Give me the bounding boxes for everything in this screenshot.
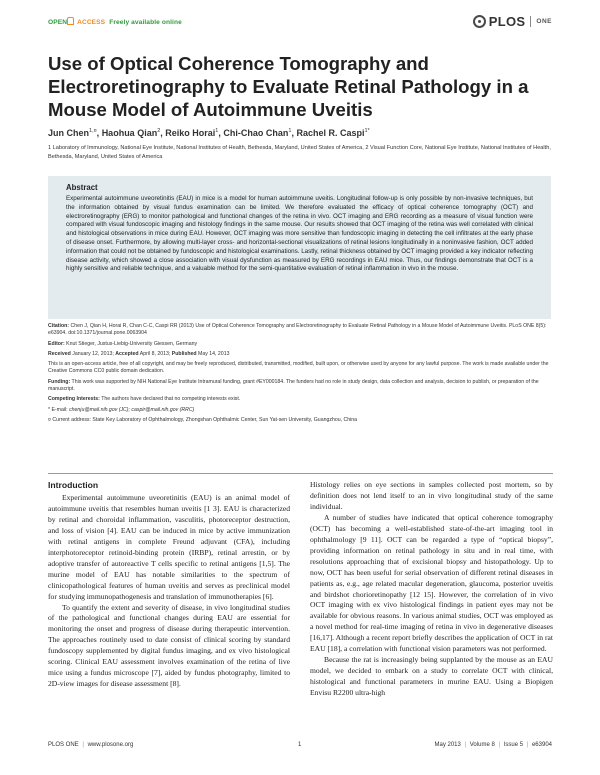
paragraph: Experimental autoimmune uveoretinitis (EAU) is an animal model of autoimmune uveitis that resembles human uveitis [1 3]. EAU is characterized by retinal and choroidal inflammation, vasculitis, photoreceptor destruction, and loss of vision [4]. EAU can be induced in mice by active immunization with retinal antigens in complete Freund adjuvant (CFA), including interphotoreceptor retinoid-binding protein (IRBP), retinal arrestin, or by adoptive transfer of autoreactive T cells specific to retinal antigens [1,5]. The murine model of EAU has notable similarities to the spectrum of clinicopathological features of human uveitis and serves as preclinical model for studying immunopathogenesis and translation of immunotherapies [6]. — [48, 493, 290, 601]
author-name: Chi-Chao Chan — [223, 128, 289, 138]
current-address — [48, 417, 553, 424]
author-list: Jun Chen$^{1,¤}$, Haohua Qian$^2$, Reiko Horai$^1$, Chi-Chao Chan$^1$, Rachel R. Caspi$^{1*}$ — [48, 128, 370, 138]
freely-available-label: Freely available online — [109, 19, 182, 26]
paragraph: Because the rat is increasingly being supplanted by the mouse as an EAU model, we decided to embark on a study to correlate OCT with clinical, histological and functional parameters in murine EAU. Using a Biopigen Envisu R2200 ultra-high — [310, 655, 553, 698]
body-column-right — [310, 480, 553, 699]
author-name: Rachel R. Caspi — [296, 128, 365, 138]
email-label: * E-mail: — [48, 406, 68, 413]
author-affiliation-mark: 1,¤ — [89, 128, 97, 134]
footer-journal-name: PLOS ONE — [48, 742, 79, 748]
citation-text: Chen J, Qian H, Horai R, Chan C-C, Caspi RR (2013) Use of Optical Coherence Tomography and Electroretinography to Evaluate Retinal Pathology in a Mouse Model of Autoimmune Uveitis. PLoS ONE 8(5): e63904. doi:10.1371/journal.pone.0063904 — [48, 323, 547, 337]
article-title: Use of Optical Coherence Tomography and Electroretinography to Evaluate Retinal Pathology in a Mouse Model of Autoimmune Uveitis — [48, 53, 529, 120]
editor — [48, 341, 553, 348]
logo-plos-text: PLOS — [488, 14, 526, 29]
copyright: This is an open-access article, free of all copyright, and may be freely reproduced, distributed, transmitted, modified, built upon, or otherwise used by anyone for any lawful purpose. The work is made available under the Creative Commons CC0 public domain dedication. — [48, 361, 549, 375]
email — [48, 407, 553, 414]
footer-article-id: e63904 — [531, 742, 552, 748]
paragraph: Histology relies on eye sections in samples collected post mortem, so by definition does not lend itself to an in vivo longitudinal study of the same individual. — [310, 480, 553, 511]
journal-header — [48, 14, 552, 34]
abstract-box — [48, 176, 551, 319]
dates — [48, 351, 553, 358]
author-affiliation-mark: 1* — [364, 128, 370, 134]
paragraph: To quantify the extent and severity of disease, in vivo longitudinal studies of the pathological and functional changes during EAU are essential for monitoring the onset and progress of disease during therapeutic intervention. The approaches routinely used to date consist of clinical scoring by standard fundoscopy supplemented by digital fundus imaging, and ex vivo histological scoring. Clinical EAU assessment involves examination of the retina of live mice using a fundus microscope [7], aided by fundus photography, limited to 2D-view images for disease assessment [8]. — [48, 602, 290, 689]
page-number: 1 — [298, 742, 302, 748]
competing-label: Competing Interests: — [48, 396, 100, 403]
address-text: State Key Laboratory of Ophthalmology, Zhongshan Ophthalmic Center, Sun Yat-sen University, Guangzhou, China — [92, 416, 358, 423]
article-metadata — [48, 323, 553, 424]
footer-journal: PLOS ONE | www.plosone.org — [48, 742, 134, 748]
abstract-heading: Abstract — [66, 183, 98, 192]
citation-label: Citation: — [48, 323, 70, 329]
footer-date: May 2013 — [434, 742, 461, 748]
author-affiliation-mark: 2 — [157, 128, 161, 134]
page-footer — [48, 742, 552, 752]
footer-issue: Issue 5 — [503, 742, 524, 748]
competing-text: The authors have declared that no competing interests exist. — [101, 396, 241, 403]
received-date: January 12, 2013; — [72, 350, 114, 357]
competing-interests — [48, 396, 553, 403]
author-affiliation-mark: 1 — [288, 128, 292, 134]
address-label: ¤ Current address: — [48, 416, 91, 423]
open-access-badge — [48, 17, 182, 26]
citation — [48, 323, 553, 338]
affiliations: 1 Laboratory of Immunology, National Eye Institute, National Institutes of Health, Bethesda, Maryland, United States of America, 2 Visual Function Core, National Eye Institute, National Institutes of Health, Bethesda, Maryland, United States of America — [48, 145, 551, 160]
access-label: ACCESS — [77, 19, 106, 26]
author-name: Haohua Qian — [101, 128, 158, 138]
body-column-left — [48, 493, 290, 690]
funding — [48, 379, 553, 394]
editor-label: Editor: — [48, 340, 65, 347]
author-name: Reiko Horai — [165, 128, 216, 138]
footer-url: www.plosone.org — [87, 742, 134, 748]
funding-label: Funding: — [48, 378, 71, 385]
introduction-heading: Introduction — [48, 480, 99, 490]
received-label: Received — [48, 350, 71, 357]
editor-text: Knut Stieger, Justus-Liebig-University Giessen, Germany — [66, 340, 198, 347]
author-name: Jun Chen — [48, 128, 90, 138]
accepted-label: Accepted — [115, 350, 139, 357]
author-affiliation-mark: 1 — [215, 128, 219, 134]
plos-logo-icon — [473, 15, 486, 28]
logo-one-text: ONE — [536, 18, 552, 25]
accepted-date: April 8, 2013; — [139, 350, 171, 357]
lock-icon — [67, 17, 74, 25]
plos-one-logo — [473, 14, 552, 29]
published-label: Published — [171, 350, 197, 357]
email-text: chenju@mail.nih.gov (JC); caspir@mail.nih.gov (RRC) — [69, 406, 195, 413]
funding-text: This work was supported by NIH National Eye Institute Intramural funding, grant #EY000184. The funders had no role in study design, data collection and analysis, decision to publish, or preparation of the manuscript. — [48, 378, 539, 393]
section-divider — [48, 473, 553, 474]
footer-volume: Volume 8 — [469, 742, 495, 748]
paragraph: A number of studies have indicated that optical coherence tomography (OCT) has becoming a well-established state-of-the-art imaging tool in ophthalmology [9 11]. OCT can be regarded a type of “optical biopsy”, providing information on retinal pathology in situ and in real time, with resolutions approaching that of excisional biopsy and histopathology. Up to now, OCT has been useful for serial observation of different retinal diseases in patients as, e.g., age related macular degeneration, glaucoma, posterior uveitis and birdshot chorioretinopathy [12 15]. However, the correlation of in vivo OCT imaging with ex vivo histological findings in patient eyes may not be available for obvious reasons. In various animal studies, OCT was employed as a novel method for real-time imaging of retina in vivo in degenerative diseases [16,17]. Although a recent report briefly describes the application of OCT in rat EAU [18], a correlation with functional vision parameters was not performed. — [310, 512, 553, 654]
footer-issue-info: May 2013 | Volume 8 | Issue 5 | e63904 — [434, 742, 552, 748]
open-label: OPEN — [48, 19, 68, 26]
published-date: May 14, 2013 — [198, 350, 230, 357]
logo-divider — [530, 16, 531, 27]
abstract-text: Experimental autoimmune uveoretinitis (EAU) in mice is a model for human autoimmune uveitis. Longitudinal follow-up is only possible by non-invasive techniques, but the information obtained by visual fundus examination can be limited. We therefore evaluated the efficacy of optical coherence tomography (OCT) and electroretinography (ERG) to monitor pathological and functional changes of the retina in vivo. OCT imaging and ERG recording as a measure of visual function were compared with visual fundoscopic imaging and histology findings in the same mouse. Our results showed that OCT imaging of the retina was well correlated with clinical and histological observations in mice during EAU. However, OCT imaging was more sensitive than fundoscopic imaging in detecting the cell infiltrates at the early phase of disease onset. Furthermore, by allowing multi-layer cross- and horizontal-sectional visualizations of retinal lesions longitudinally in a noninvasive fashion, OCT added information that could not be obtained by fundoscopic and histological examinations. Lastly, retinal thickness obtained by OCT imaging provided a key indicator reflecting disease activity, which showed a close association with visual dysfunction as measured by ERG recordings in EAU mice. Thus, our findings demonstrate that OCT is a highly sensitive and reliable technique, and a valuable method for the semi-quantitative evaluation of retinal inflammation in vivo in the mouse. — [66, 195, 533, 273]
